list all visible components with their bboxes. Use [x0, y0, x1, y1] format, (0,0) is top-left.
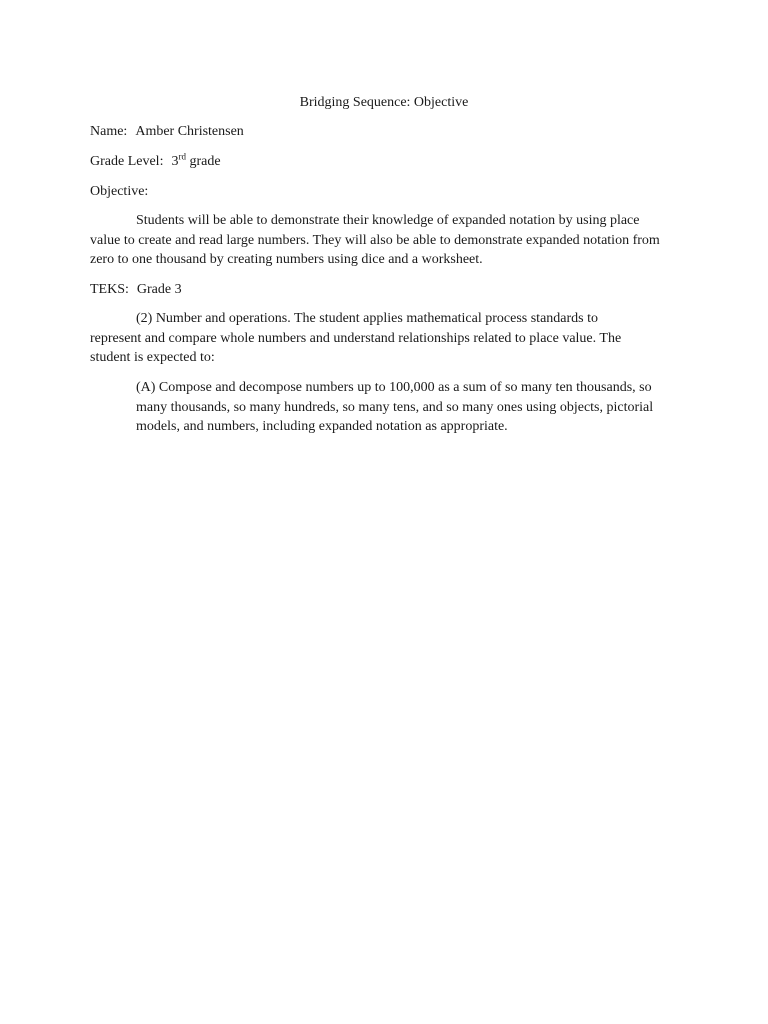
teks-grade: Grade 3	[136, 282, 182, 297]
teks-line	[90, 280, 690, 300]
grade-number: 3	[171, 154, 179, 169]
grade-ordinal-suffix: rd	[178, 151, 186, 162]
teks-standard-paragraph: (2) Number and operations. The student applies mathematical process standards to represent and compare whole numbers and understand relationships related to place value. The student is expected to:	[90, 311, 622, 365]
teks-sub-standard-paragraph: (A) Compose and decompose numbers up to 100,000 as a sum of so many ten thousands, so many thousands, so many hundreds, so many tens, and so many ones using objects, pictorial models, and numbers, including expanded notation as appropriate.	[136, 380, 654, 434]
grade-level-line	[90, 152, 690, 172]
name-label: Name:	[90, 124, 128, 139]
objective-label: Objective:	[90, 184, 149, 199]
name-value: Amber Christensen	[135, 124, 244, 139]
grade-level-label: Grade Level:	[90, 154, 164, 169]
teks-label: TEKS:	[90, 282, 129, 297]
objective-paragraph: Students will be able to demonstrate their knowledge of expanded notation by using place value to create and read large numbers. They will also be able to demonstrate expanded notation from zero to one thousand by creating numbers using dice and a worksheet.	[90, 213, 660, 267]
name-line	[90, 122, 690, 142]
grade-word: grade	[189, 154, 221, 169]
document-title: Bridging Sequence: Objective	[299, 95, 469, 110]
